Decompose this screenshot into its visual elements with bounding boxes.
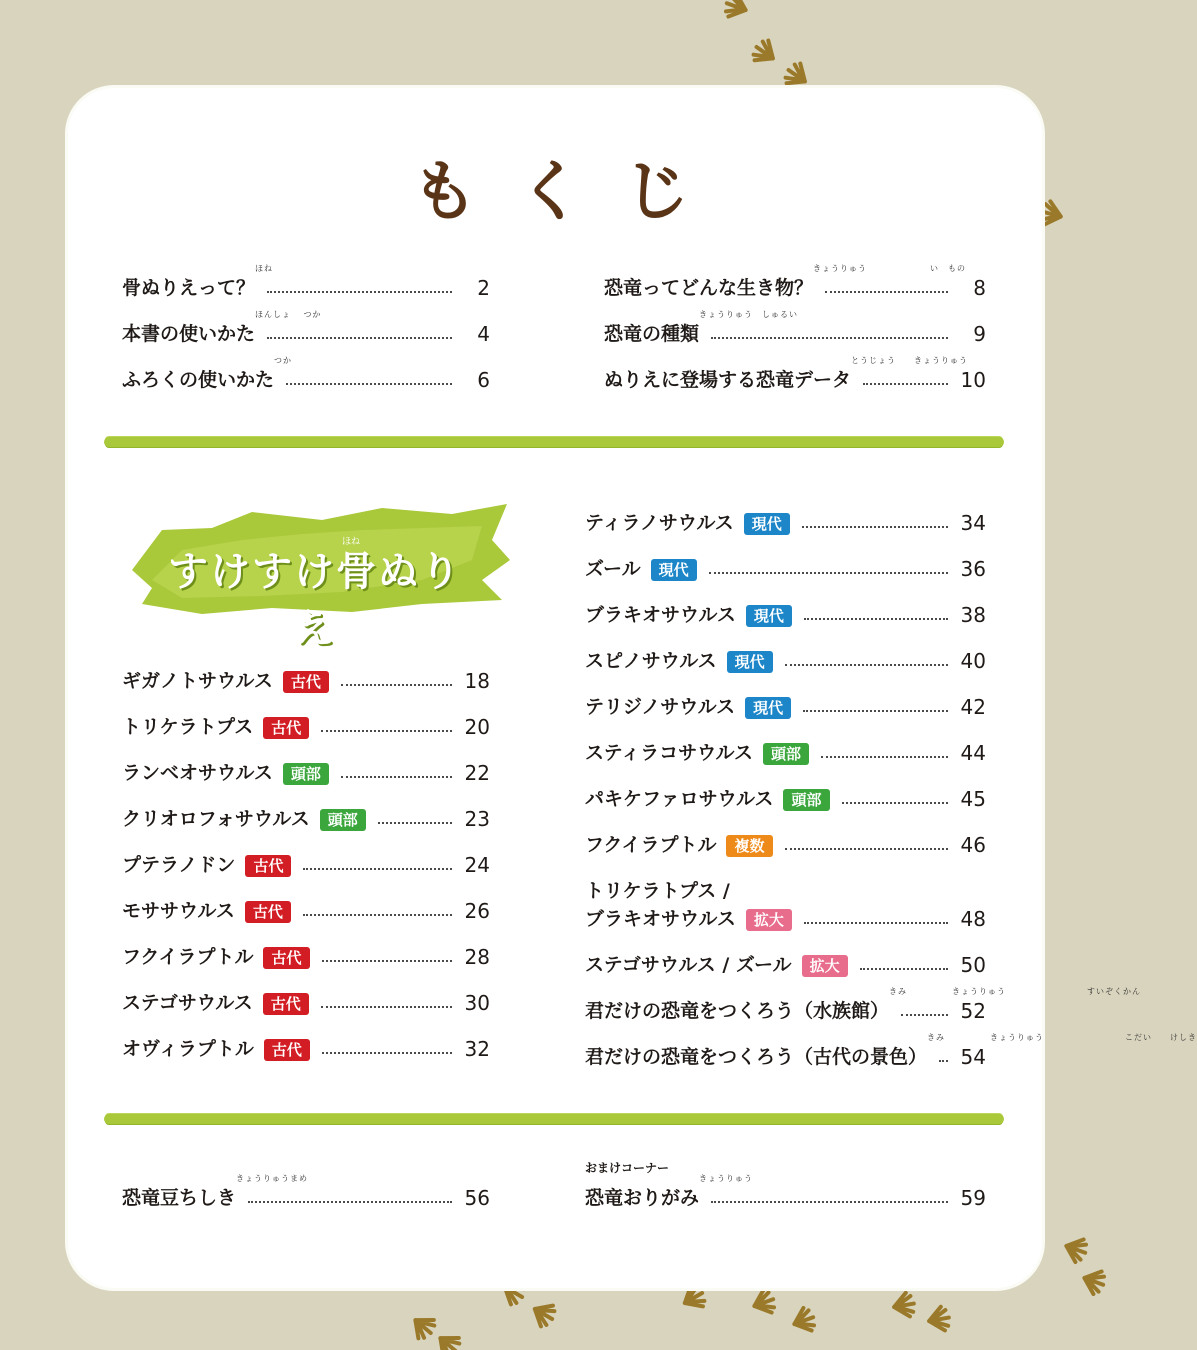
- toc-entry[interactable]: [585, 931, 986, 975]
- page-number: 4: [477, 322, 490, 346]
- leader-dots: [901, 1014, 948, 1016]
- era-tag: 現代: [745, 697, 791, 719]
- era-tag: 古代: [245, 901, 291, 923]
- toc-entry[interactable]: [122, 300, 490, 344]
- leader-dots: [821, 756, 948, 758]
- page-number: 26: [464, 899, 490, 923]
- page-number: 2: [477, 276, 490, 300]
- toc-entry[interactable]: [122, 923, 490, 967]
- dinosaur-footprint-icon: [723, 0, 750, 21]
- era-tag: 頭部: [763, 743, 809, 765]
- entry-label: テリジノサウルス: [585, 696, 736, 718]
- entry-label: オヴィラプトル: [122, 1038, 254, 1060]
- era-tag: 古代: [264, 1039, 310, 1061]
- toc-entry[interactable]: [585, 489, 986, 533]
- entry-label: 君だけの恐竜をつくろう（古代の景色） きみ きょうりゅう こだい けしき: [585, 1033, 1197, 1068]
- toc-entry[interactable]: [604, 300, 986, 344]
- page-number: 54: [960, 1045, 986, 1069]
- bonus-corner-label: おまけコーナー: [585, 1161, 670, 1175]
- leader-dots: [803, 710, 948, 712]
- dinosaur-footprint-icon: [750, 37, 780, 68]
- toc-entry[interactable]: [585, 885, 986, 929]
- dinosaur-footprint-icon: [790, 1306, 817, 1335]
- era-tag: 現代: [744, 513, 790, 535]
- entry-label: フクイラプトル: [122, 946, 254, 968]
- toc-entry[interactable]: [585, 581, 986, 625]
- toc-entry[interactable]: [122, 647, 490, 691]
- toc-entry[interactable]: [122, 877, 490, 921]
- toc-entry[interactable]: [122, 693, 490, 737]
- page-number: 52: [960, 999, 986, 1023]
- dinosaur-footprint-icon: [782, 60, 812, 91]
- page-number: 48: [960, 907, 986, 931]
- leader-dots: [341, 776, 452, 778]
- page-number: 28: [464, 945, 490, 969]
- era-tag: 現代: [727, 651, 773, 673]
- entry-label: モササウルス: [122, 900, 235, 922]
- page-number: 23: [464, 807, 490, 831]
- page-number: 50: [960, 953, 986, 977]
- era-tag: 古代: [245, 855, 291, 877]
- dinosaur-footprint-icon: [892, 1292, 916, 1319]
- era-tag: 拡大: [746, 909, 792, 931]
- page-number: 18: [464, 669, 490, 693]
- entry-ruby: きょうりゅう しゅるい: [699, 310, 799, 319]
- toc-entry[interactable]: [122, 785, 490, 829]
- entry-label: フクイラプトル: [585, 834, 717, 856]
- era-tag: 複数: [726, 835, 772, 857]
- entry-label: 恐竜ってどんな生き物？ きょうりゅう い もの: [604, 264, 967, 299]
- entry-ruby: きょうりゅうまめ: [236, 1174, 309, 1183]
- entry-label: スティラコサウルス: [585, 742, 753, 764]
- leader-dots: [341, 684, 452, 686]
- era-tag: 古代: [263, 717, 309, 739]
- leader-dots: [939, 1060, 948, 1062]
- leader-dots: [825, 291, 948, 293]
- leader-dots: [802, 526, 948, 528]
- entry-label: 恐竜おりがみ きょうりゅう: [585, 1174, 754, 1209]
- entry-ruby: つか: [274, 356, 293, 365]
- era-tag: 現代: [746, 605, 792, 627]
- toc-entry[interactable]: [585, 1164, 986, 1208]
- leader-dots: [322, 1052, 452, 1054]
- entry-ruby: きみ きょうりゅう すいぞくかん: [889, 987, 1142, 996]
- page-title: もくじ: [411, 153, 730, 230]
- entry-label: ギガノトサウルス: [122, 670, 273, 692]
- leader-dots: [378, 822, 452, 824]
- dinosaur-footprint-icon: [750, 1288, 777, 1317]
- toc-entry[interactable]: [122, 831, 490, 875]
- toc-entry[interactable]: [122, 1164, 490, 1208]
- page-number: 10: [960, 368, 986, 392]
- toc-entry[interactable]: [604, 254, 986, 298]
- page-number: 34: [960, 511, 986, 535]
- leader-dots: [321, 1006, 452, 1008]
- page-number: 36: [960, 557, 986, 581]
- leader-dots: [248, 1201, 452, 1203]
- era-tag: 古代: [283, 671, 329, 693]
- toc-entry[interactable]: [585, 673, 986, 717]
- toc-entry[interactable]: [585, 1023, 1197, 1069]
- leader-dots: [860, 968, 948, 970]
- leader-dots: [286, 383, 452, 385]
- page-number: 56: [464, 1186, 490, 1210]
- page-number: 6: [477, 368, 490, 392]
- entry-ruby: きみ きょうりゅう こだい けしき: [927, 1033, 1197, 1042]
- page-number: 42: [960, 695, 986, 719]
- entry-label: ぬりえに登場する恐竜データ とうじょう きょうりゅう: [604, 356, 969, 391]
- entry-label: 本書の使いかた ほんしょ つか: [122, 310, 322, 345]
- leader-dots: [842, 802, 949, 804]
- page-number: 24: [464, 853, 490, 877]
- entry-label-line1: トリケラトプス /: [585, 880, 730, 902]
- entry-label: ランベオサウルス: [122, 762, 273, 784]
- dinosaur-footprint-icon: [927, 1306, 951, 1333]
- leader-dots: [711, 337, 948, 339]
- leader-dots: [804, 922, 948, 924]
- entry-label: パキケファロサウルス: [585, 788, 774, 810]
- section-title: すけすけ骨ぬりえ: [168, 549, 462, 652]
- entry-label: 恐竜の種類 きょうりゅう しゅるい: [604, 310, 799, 345]
- era-tag: 頭部: [783, 789, 829, 811]
- toc-entry[interactable]: [585, 765, 986, 809]
- entry-label: 恐竜豆ちしき きょうりゅうまめ: [122, 1174, 309, 1209]
- era-tag: 古代: [263, 947, 309, 969]
- dinosaur-footprint-icon: [1062, 1235, 1089, 1264]
- leader-dots: [267, 291, 452, 293]
- toc-entry[interactable]: [122, 346, 490, 390]
- leader-dots: [303, 914, 452, 916]
- dinosaur-footprint-icon: [408, 1311, 439, 1342]
- page-number: 9: [973, 322, 986, 346]
- entry-ruby: きょうりゅう: [699, 1174, 754, 1183]
- entry-label: ブラキオサウルス: [585, 908, 736, 930]
- entry-label: ブラキオサウルス: [585, 604, 736, 626]
- leader-dots: [711, 1201, 948, 1203]
- toc-entry[interactable]: [585, 977, 1142, 1023]
- era-tag: 拡大: [802, 955, 848, 977]
- leader-dots: [709, 572, 948, 574]
- leader-dots: [804, 618, 948, 620]
- entry-label: 君だけの恐竜をつくろう（水族館） きみ きょうりゅう すいぞくかん: [585, 987, 1142, 1022]
- entry-label: ティラノサウルス: [585, 512, 734, 534]
- leader-dots: [321, 730, 452, 732]
- page-number: 8: [973, 276, 986, 300]
- entry-ruby: とうじょう きょうりゅう: [851, 356, 969, 365]
- era-tag: 現代: [651, 559, 697, 581]
- page-number: 38: [960, 603, 986, 627]
- divider-top: [104, 437, 1004, 447]
- entry-label: トリケラトプス: [122, 716, 254, 738]
- entry-label: ステゴサウルス / ズール: [585, 954, 792, 976]
- leader-dots: [322, 960, 453, 962]
- entry-label: ズール: [585, 558, 641, 580]
- page-number: 20: [464, 715, 490, 739]
- entry-label: ステゴサウルス: [122, 992, 253, 1014]
- dinosaur-footprint-icon: [433, 1329, 464, 1350]
- page-number: 40: [960, 649, 986, 673]
- leader-dots: [863, 383, 948, 385]
- page-number: 44: [960, 741, 986, 765]
- toc-entry[interactable]: [604, 346, 986, 390]
- page-number: 22: [464, 761, 490, 785]
- leader-dots: [785, 848, 949, 850]
- section-title-ruby: ほね: [342, 537, 361, 547]
- entry-label: ふろくの使いかた つか: [122, 356, 293, 391]
- entry-label: スピノサウルス: [585, 650, 717, 672]
- page-number: 59: [960, 1186, 986, 1210]
- leader-dots: [267, 337, 452, 339]
- entry-ruby: きょうりゅう い もの: [813, 264, 967, 273]
- entry-label: クリオロフォサウルス: [122, 808, 310, 830]
- divider-bottom: [104, 1114, 1004, 1124]
- toc-entry[interactable]: [585, 811, 986, 855]
- dinosaur-footprint-icon: [1080, 1267, 1107, 1296]
- dinosaur-footprint-icon: [529, 1299, 558, 1330]
- toc-entry[interactable]: [122, 739, 490, 783]
- era-tag: 古代: [263, 993, 309, 1015]
- toc-entry[interactable]: [122, 969, 490, 1013]
- page-number: 30: [464, 991, 490, 1015]
- era-tag: 頭部: [283, 763, 329, 785]
- page-number: 45: [960, 787, 986, 811]
- entry-label: 骨ぬりえって？ ほね: [122, 264, 274, 299]
- toc-entry[interactable]: [585, 535, 986, 579]
- entry-ruby: ほね: [255, 264, 274, 273]
- leader-dots: [785, 664, 948, 666]
- leader-dots: [303, 868, 452, 870]
- toc-entry[interactable]: [122, 254, 490, 298]
- entry-ruby: ほんしょ つか: [255, 310, 322, 319]
- page-number: 32: [464, 1037, 490, 1061]
- page-number: 46: [960, 833, 986, 857]
- toc-entry[interactable]: [122, 1015, 490, 1059]
- entry-label: プテラノドン: [122, 854, 236, 876]
- toc-entry[interactable]: [585, 627, 986, 671]
- toc-entry[interactable]: [585, 719, 986, 763]
- era-tag: 頭部: [320, 809, 366, 831]
